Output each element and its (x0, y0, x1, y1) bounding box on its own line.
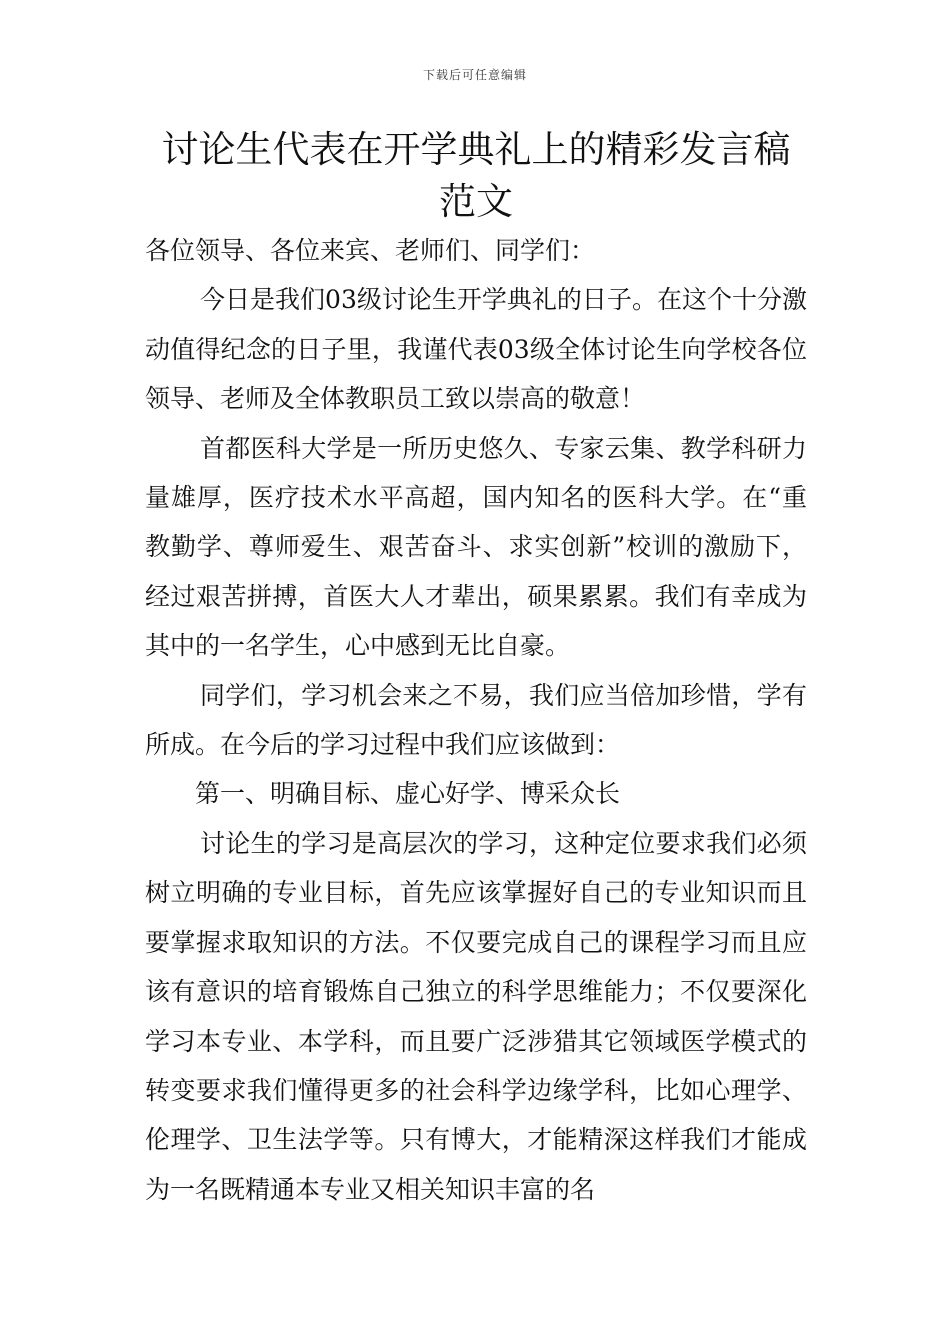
document-title: 讨论生代表在开学典礼上的精彩发言稿范文 (161, 128, 791, 223)
paragraph: 讨论生的学习是高层次的学习，这种定位要求我们必须树立明确的专业目标，首先应该掌握好自己的专业知识而且要掌握求取知识的方法。不仅要完成自己的课程学习而且应该有意识的培育锻炼自己独立的科学思维能力；不仅要深化学习本专业、本学科，而且要广泛涉猎其它领域医学模式的转变要求我们懂得更多的社会科学边缘学科，比如心理学、伦理学、卫生法学等。只有博大，才能精深这样我们才能成为一名既精通本专业又相关知识丰富的名 (145, 828, 807, 1204)
paragraph: 今日是我们03级讨论生开学典礼的日子。在这个十分激动值得纪念的日子里，我谨代表03级全体讨论生向学校各位领导、老师及全体教职员工致以崇高的敬意！ (145, 285, 807, 414)
paragraph: 首都医科大学是一所历史悠久、专家云集、教学科研力量雄厚，医疗技术水平高超，国内知名的医科大学。在“重教勤学、尊师爱生、艰苦奋斗、求实创新”校训的激励下，经过艰苦拼搏，首医大人才辈出，硕果累累。我们有幸成为其中的一名学生，心中感到无比自豪。 (145, 433, 807, 661)
salutation: 各位领导、各位来宾、老师们、同学们： (145, 236, 596, 265)
paragraph: 同学们，学习机会来之不易，我们应当倍加珍惜，学有所成。在今后的学习过程中我们应该做到： (145, 680, 807, 760)
document-body (145, 226, 807, 1214)
section-heading: 第一、明确目标、虚心好学、博采众长 (195, 779, 621, 809)
header-note: 下载后可任意编辑 (422, 68, 527, 82)
